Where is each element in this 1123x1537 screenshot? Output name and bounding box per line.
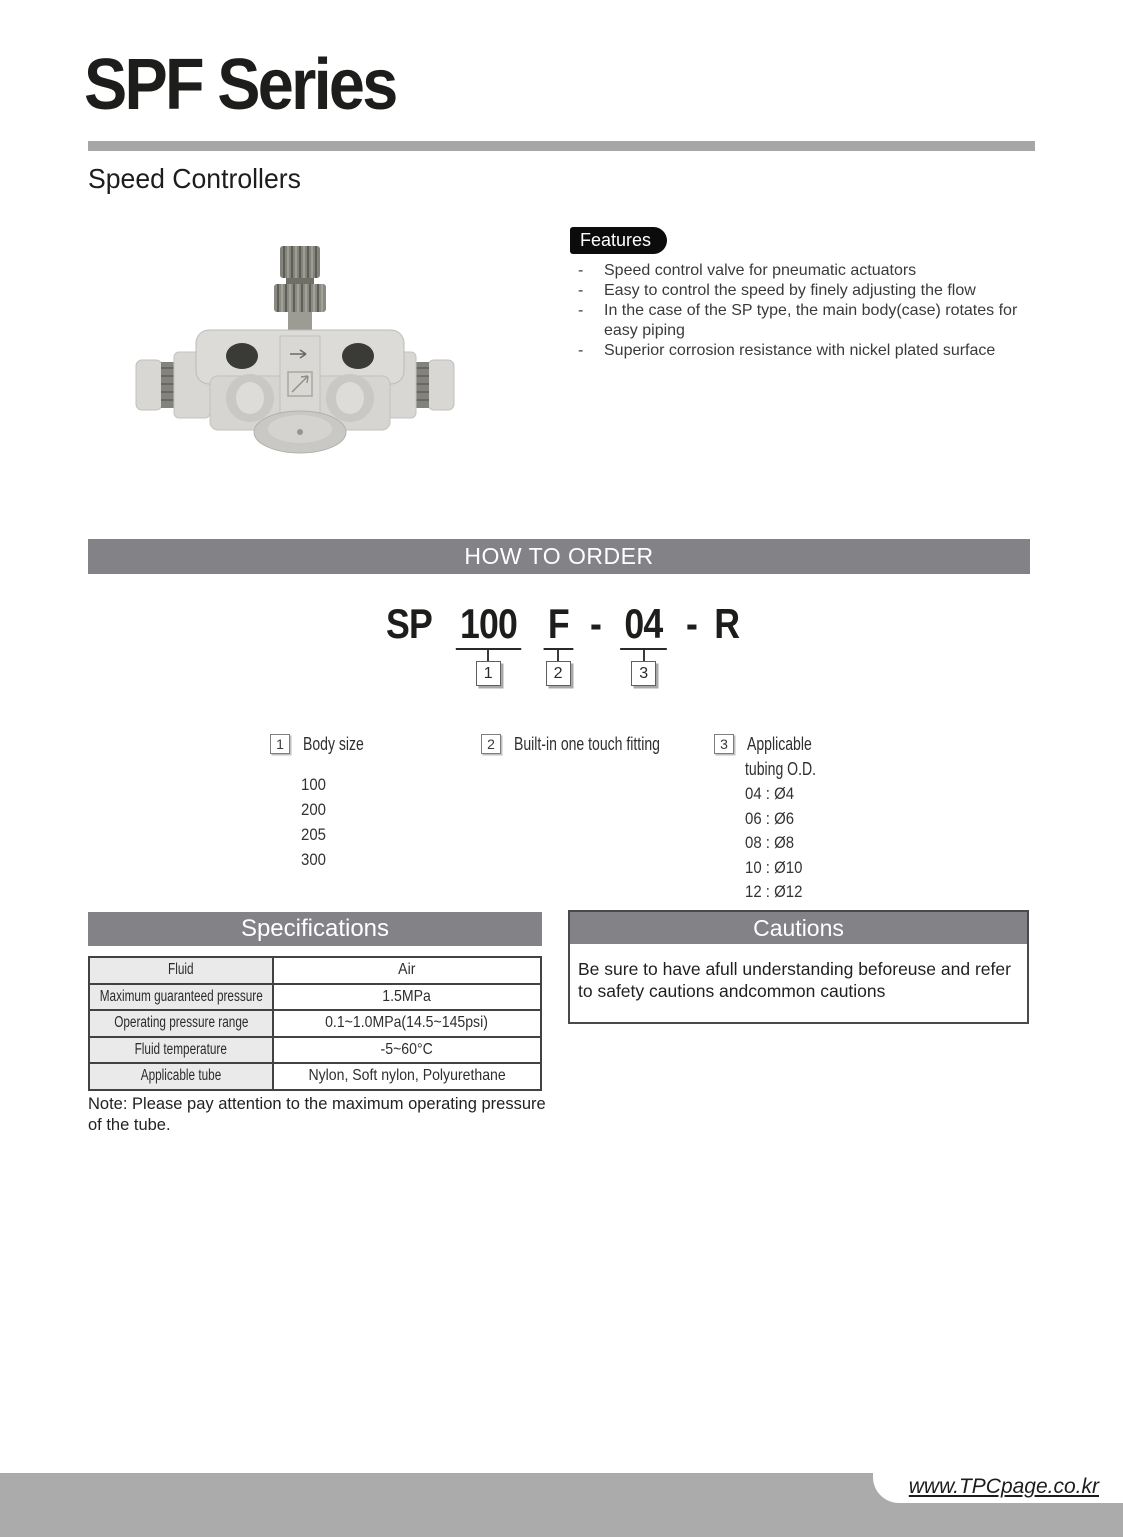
footer-url-link[interactable]: www.TPCpage.co.kr [908,1475,1099,1498]
option-label: Applicable [747,734,812,754]
spec-label-cell: Applicable tube [90,1064,274,1089]
code-text: R [714,600,740,647]
option-value: 10 : Ø10 [745,857,803,877]
connector-line [557,650,559,661]
product-photo-speed-controller [130,236,460,466]
table-row [90,983,540,1010]
footer-band [0,1473,1123,1537]
connector-line [643,650,645,661]
code-part-body-size [450,601,527,686]
connector-line [487,650,489,661]
dash-bullet: - [578,262,584,279]
option-ref-box-2: 2 [481,734,501,754]
code-text: - [686,600,698,647]
option-header [270,733,381,755]
feature-text: Superior corrosion resistance with nickel plated surface [604,342,996,359]
spec-value-cell: 0.1~1.0MPa(14.5~145psi) [274,1011,540,1036]
dash-bullet: - [578,302,584,319]
ref-number: 2 [553,664,563,682]
option-header [481,733,701,755]
option-ref-box-1: 1 [270,734,290,754]
code-text: SP [385,600,432,647]
option-column-fitting [481,733,701,755]
option-values [301,772,381,872]
code-part-tubing [616,601,671,686]
dash-bullet: - [578,282,584,299]
title-divider-rule [88,141,1035,151]
code-part-prefix [382,601,436,647]
table-row [90,1062,540,1089]
option-value: 06 : Ø6 [745,808,795,828]
ref-number: 1 [483,664,493,682]
code-part-separator [589,601,602,647]
code-part-suffix [712,601,741,647]
option-value: 04 : Ø4 [745,784,795,803]
spec-value-cell: Air [274,958,540,983]
spec-note: Note: Please pay attention to the maximum operating pressure of the tube. [88,1095,546,1134]
dash-bullet: - [578,342,584,359]
option-column-tubing [714,733,836,905]
code-part-separator [685,601,698,647]
spec-value-cell: 1.5MPa [274,985,540,1010]
spec-label-cell: Fluid [90,958,274,983]
option-column-body-size [270,733,381,872]
spec-value-cell: -5~60°C [274,1038,540,1063]
option-value: 200 [301,800,326,819]
speed-controller-illustration [130,236,460,466]
option-value: 300 [301,850,326,869]
order-code [0,601,1123,686]
feature-text: In the case of the SP type, the main body(case) rotates for easy piping [604,302,1018,339]
how-to-order-banner: HOW TO ORDER [88,539,1030,574]
code-part-fitting [541,601,576,686]
code-text: - [590,600,602,647]
code-text: F [543,601,572,650]
specifications-banner: Specifications [88,912,542,946]
feature-item [578,261,1018,281]
option-ref-box-3: 3 [714,734,734,754]
option-label-line2: tubing O.D. [745,759,817,779]
features-list [578,261,1018,361]
cautions-text: Be sure to have afull understanding beforeuse and refer to safety cautions andcommon cautions [578,959,1011,1001]
spec-label-cell: Fluid temperature [90,1038,274,1063]
feature-text: Speed control valve for pneumatic actuators [604,262,917,279]
option-value: 205 [301,825,326,844]
spec-label-cell: Operating pressure range [90,1011,274,1036]
features-badge: Features [570,227,667,254]
spec-label-cell: Maximum guaranteed pressure [90,985,274,1010]
spec-value-cell: Nylon, Soft nylon, Polyurethane [274,1064,540,1089]
ref-number: 3 [639,664,649,682]
option-value: 100 [301,775,326,794]
option-values [745,782,836,905]
ref-box-3 [631,661,656,686]
option-value: 12 : Ø12 [745,882,803,901]
table-row [90,1036,540,1063]
page-title: SPF Series [84,45,396,125]
ref-box-1 [476,661,501,686]
specifications-table [88,956,542,1091]
option-label: Built-in one touch fitting [514,734,660,754]
table-row [90,958,540,983]
feature-item [578,341,1018,361]
option-value: 08 : Ø8 [745,833,795,852]
page-subtitle: Speed Controllers [88,163,301,194]
option-header [714,733,836,755]
ref-box-2 [546,661,571,686]
cautions-banner: Cautions [570,912,1027,944]
cautions-box [568,910,1029,1024]
code-text: 100 [455,601,521,650]
option-label: Body size [303,734,364,754]
feature-item [578,281,1018,301]
table-row [90,1009,540,1036]
feature-text: Easy to control the speed by finely adjusting the flow [604,282,976,299]
feature-item [578,301,1018,341]
code-text: 04 [620,601,667,650]
